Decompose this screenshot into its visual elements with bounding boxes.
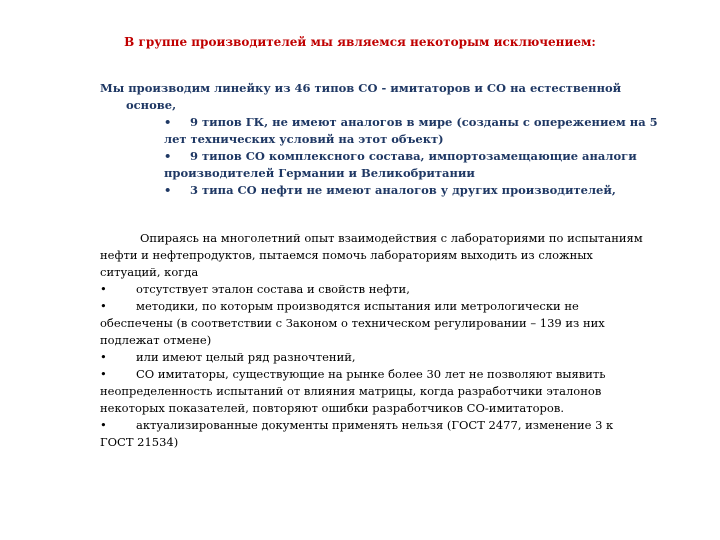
experience-item-text: отсутствует эталон состава и свойств нефти, bbox=[136, 282, 410, 296]
slide-title: В группе производителей мы являемся некоторым исключением: bbox=[124, 35, 596, 49]
experience-item-text: актуализированные документы применять нельзя (ГОСТ 2477, изменение 3 к ГОСТ 21534) bbox=[100, 418, 614, 449]
product-line-item-text: 9 типов ГК, не имеют аналогов в мире (созданы с опережением на 5 лет технических условий на этот объект) bbox=[164, 115, 658, 146]
bullet-icon: • bbox=[100, 282, 107, 296]
bullet-icon: • bbox=[164, 115, 172, 129]
experience-item bbox=[100, 281, 650, 298]
experience-item bbox=[100, 417, 650, 451]
experience-item bbox=[100, 366, 650, 417]
bullet-icon: • bbox=[100, 418, 107, 432]
experience-item-text: СО имитаторы, существующие на рынке более 30 лет не позволяют выявить неопределенность испытаний от влияния матрицы, когда разработчики эталонов некоторых показателей, повторяют ошибки разработчиков СО-имитаторов. bbox=[100, 367, 606, 415]
bullet-icon: • bbox=[164, 149, 172, 163]
product-line-item bbox=[100, 182, 660, 199]
product-line-item-text: 3 типа СО нефти не имеют аналогов у других производителей, bbox=[190, 183, 616, 197]
experience-item-text: или имеют целый ряд разночтений, bbox=[136, 350, 356, 364]
bullet-icon: • bbox=[100, 350, 107, 364]
product-line-item bbox=[100, 148, 660, 182]
product-line-intro: Мы производим линейку из 46 типов СО - имитаторов и СО на естественной основе, bbox=[100, 81, 622, 112]
bullet-icon: • bbox=[100, 299, 107, 313]
experience-item bbox=[100, 298, 650, 349]
product-line-block bbox=[100, 80, 660, 199]
experience-item bbox=[100, 349, 650, 366]
bullet-icon: • bbox=[164, 183, 172, 197]
bullet-icon: • bbox=[100, 367, 107, 381]
product-line-item bbox=[100, 114, 660, 148]
experience-block bbox=[100, 230, 650, 451]
experience-item-text: методики, по которым производятся испытания или метрологически не обеспечены (в соответствии с Законом о техническом регулировании – 139 из них подлежат отмене) bbox=[100, 299, 605, 347]
product-line-item-text: 9 типов СО комплексного состава, импортозамещающие аналоги производителей Германии и Великобритании bbox=[164, 149, 637, 180]
experience-lead: Опираясь на многолетний опыт взаимодействия с лабораториями по испытаниям нефти и нефтепродуктов, пытаемся помочь лабораториям выходить из сложных ситуаций, когда bbox=[100, 231, 643, 279]
